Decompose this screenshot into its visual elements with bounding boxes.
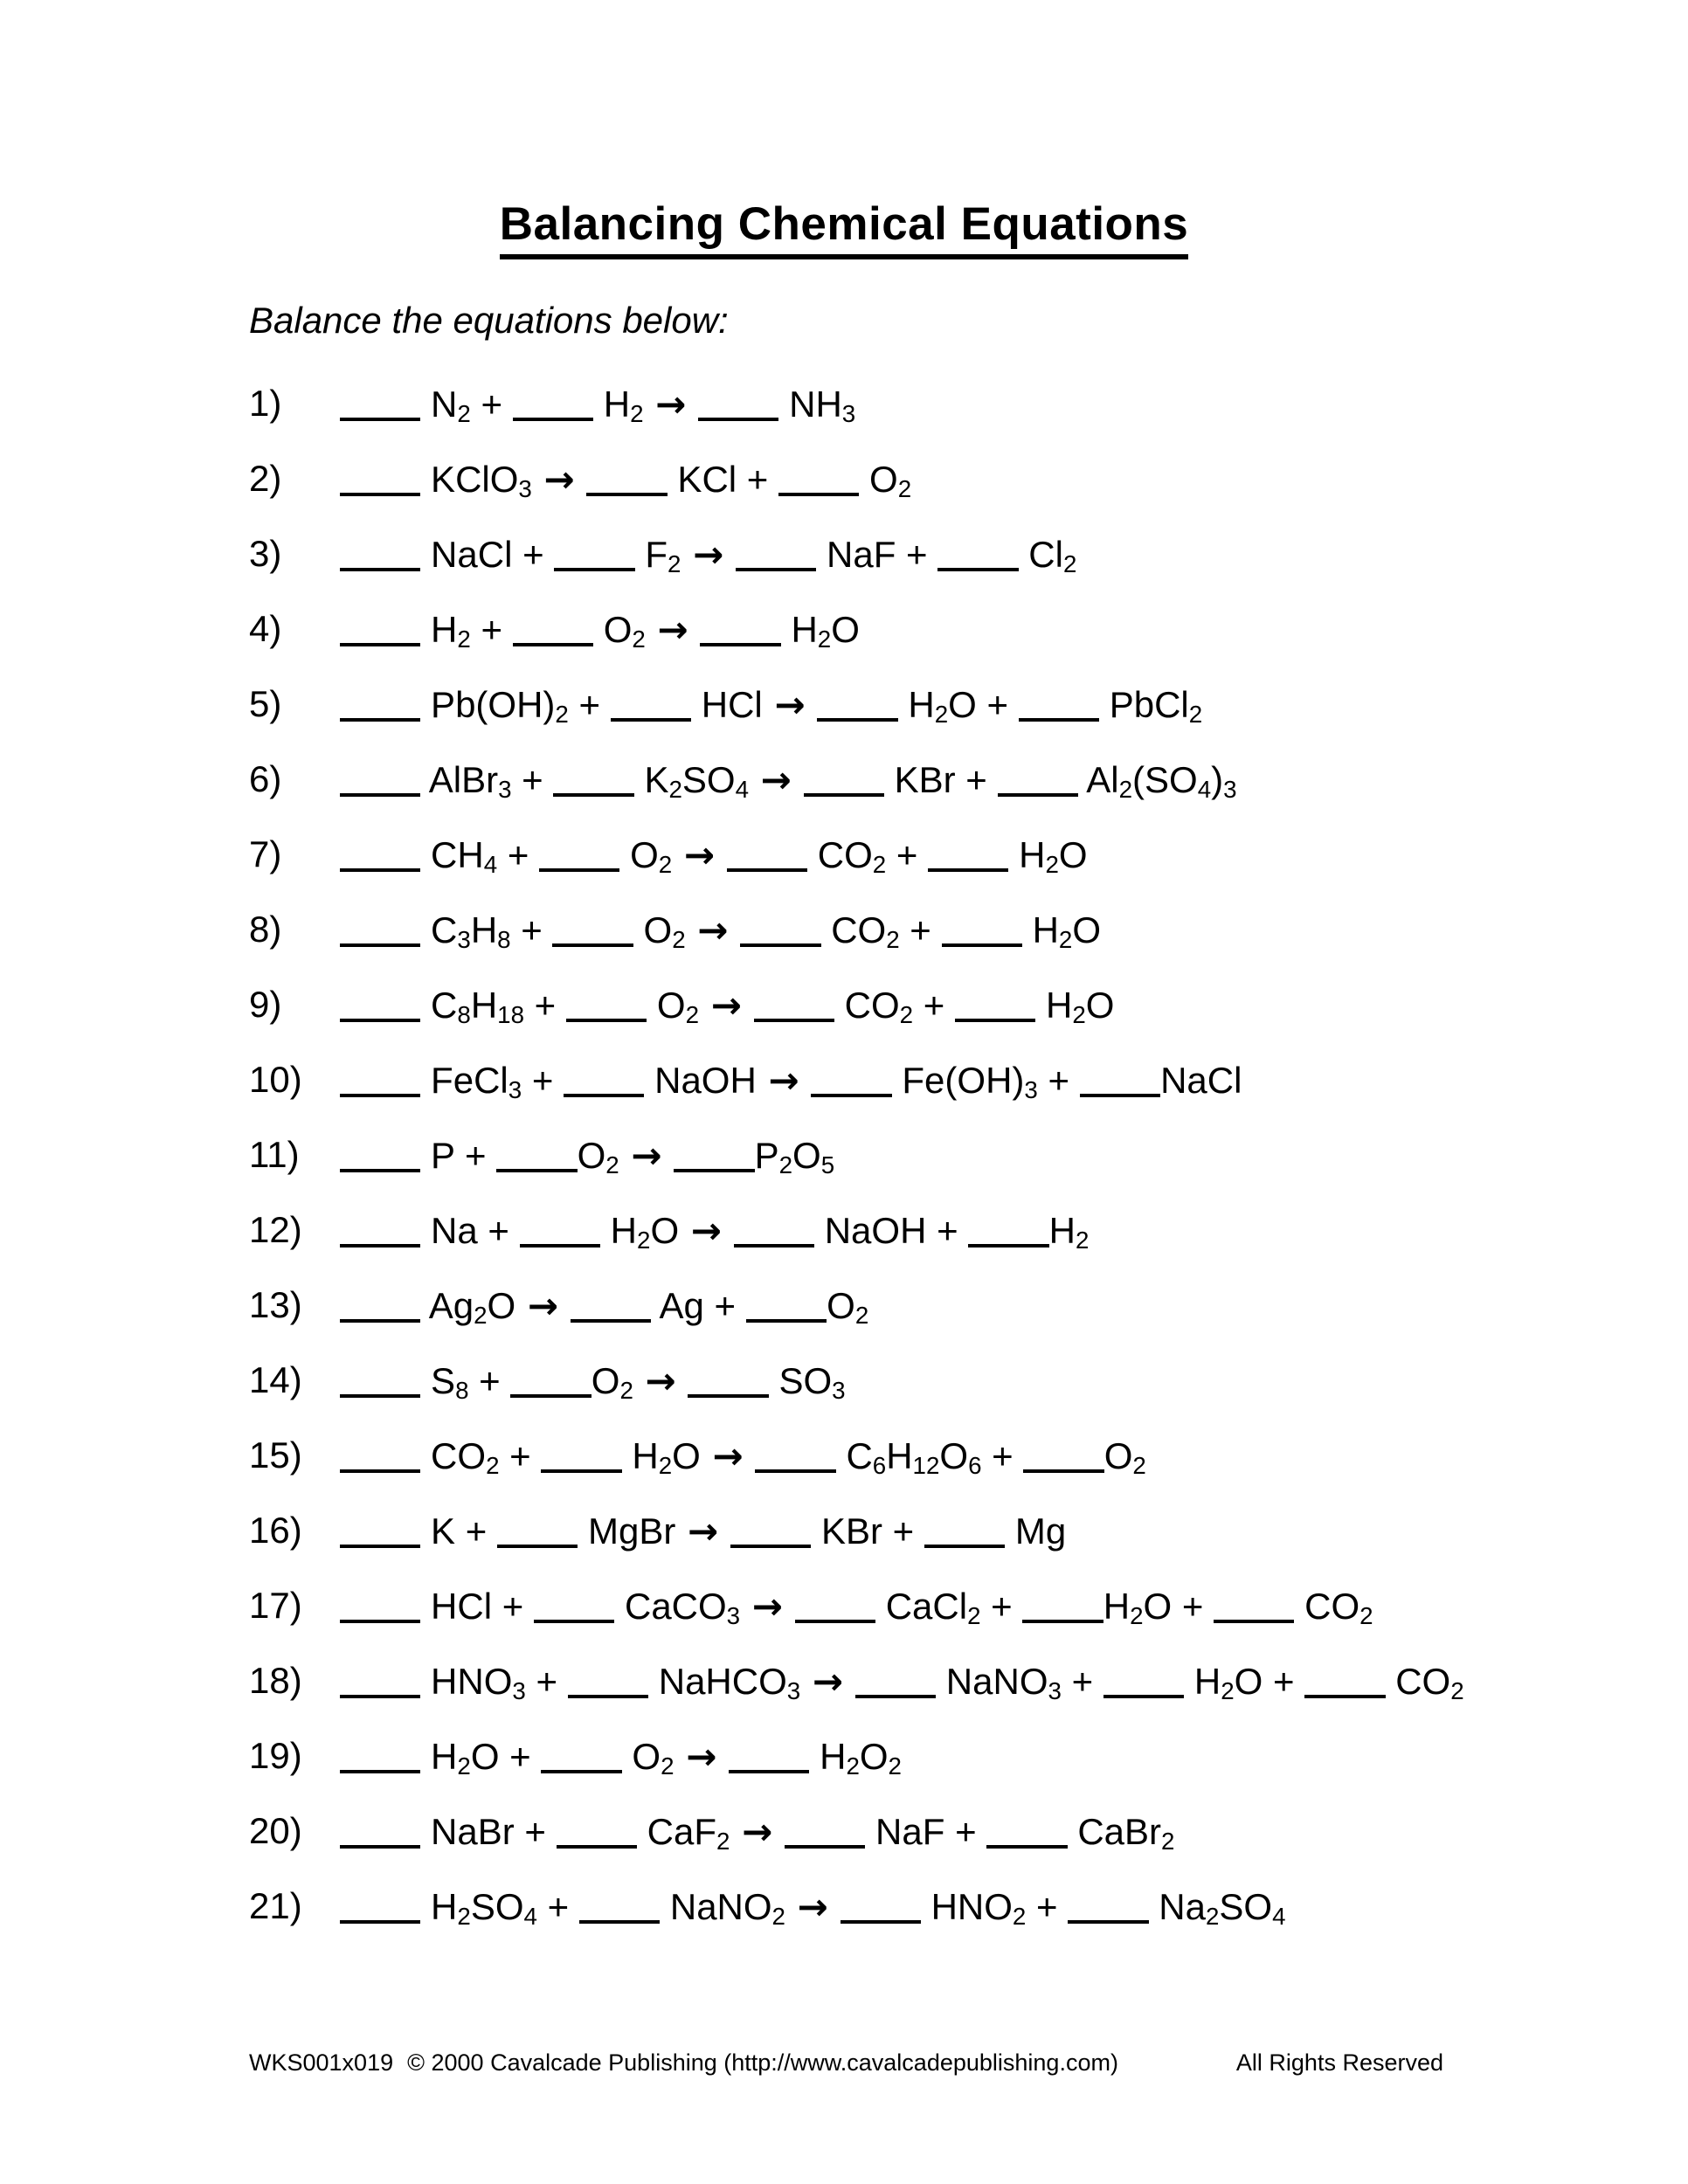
subscript: 5 <box>820 1151 835 1178</box>
subscript: 2 <box>1188 700 1203 728</box>
blank-line <box>534 1619 614 1623</box>
equation-body: C3H8 + O2 → CO2 + H2O <box>340 909 1101 951</box>
blank-line <box>746 1318 827 1323</box>
equation-body: NaBr + CaF2 → NaF + CaBr2 <box>340 1810 1174 1853</box>
equation-body: Na + H2O → NaOH + H2 <box>340 1209 1089 1252</box>
blank-line <box>937 567 1018 571</box>
equation-number: 8) <box>249 909 282 950</box>
subscript: 2 <box>1118 775 1133 803</box>
arrow-icon: → <box>543 457 575 501</box>
subscript: 2 <box>886 925 900 953</box>
subscript: 2 <box>771 1902 785 1930</box>
subscript: 2 <box>716 1827 730 1855</box>
subscript: 2 <box>661 1752 675 1780</box>
arrow-icon: → <box>774 682 806 726</box>
blank-line <box>510 1393 591 1398</box>
blank-line <box>340 1243 420 1248</box>
blank-line <box>841 1919 921 1924</box>
subscript: 4 <box>735 775 749 803</box>
equation-number: 14) <box>249 1359 302 1400</box>
subscript: 2 <box>486 1451 500 1479</box>
subscript: 2 <box>1161 1827 1175 1855</box>
equation-row <box>249 1117 1688 1192</box>
subscript: 2 <box>619 1376 633 1404</box>
blank-line <box>541 1469 621 1473</box>
blank-line <box>497 1544 578 1548</box>
blank-line <box>513 417 593 421</box>
blank-line <box>340 1018 420 1022</box>
blank-line <box>968 1243 1048 1248</box>
subscript: 2 <box>1062 549 1077 577</box>
blank-line <box>736 567 816 571</box>
equation-row <box>249 1568 1688 1643</box>
equation-row <box>249 817 1688 892</box>
equation-number: 18) <box>249 1660 302 1701</box>
subscript: 2 <box>1359 1601 1373 1629</box>
equation-body: CO2 + H2O → C6H12O6 + O2 <box>340 1434 1146 1477</box>
blank-line <box>778 492 859 496</box>
subscript: 4 <box>1197 775 1212 803</box>
equation-list <box>249 366 1688 1944</box>
blank-line <box>553 792 633 797</box>
blank-line <box>520 1243 600 1248</box>
equation-body: K + MgBr → KBr + Mg <box>340 1510 1066 1552</box>
subscript: 2 <box>872 850 887 878</box>
equation-row <box>249 1643 1688 1718</box>
blank-line <box>566 1018 647 1022</box>
equation-number: 10) <box>249 1059 302 1100</box>
equation-body: H2O + O2 → H2O2 <box>340 1735 902 1778</box>
blank-line <box>340 1168 420 1172</box>
blank-line <box>340 792 420 797</box>
subscript: 6 <box>872 1451 887 1479</box>
equation-row <box>249 1192 1688 1268</box>
equation-number: 13) <box>249 1284 302 1325</box>
blank-line <box>340 717 420 722</box>
subscript: 2 <box>1072 1000 1086 1028</box>
equation-body: HCl + CaCO3 → CaCl2 + H2O + CO2 <box>340 1585 1373 1628</box>
equation-number: 7) <box>249 833 282 874</box>
blank-line <box>740 943 820 947</box>
subscript: 18 <box>497 1000 524 1028</box>
subscript: 2 <box>897 474 912 502</box>
blank-line <box>571 1318 651 1323</box>
subscript: 2 <box>630 399 644 427</box>
blank-line <box>688 1393 768 1398</box>
blank-line <box>942 943 1022 947</box>
subscript: 2 <box>1205 1902 1220 1930</box>
arrow-icon: → <box>690 1208 722 1252</box>
subscript: 2 <box>854 1301 869 1329</box>
blank-line <box>554 567 634 571</box>
subscript: 2 <box>457 1752 471 1780</box>
subscript: 3 <box>498 775 512 803</box>
rights-text: All Rights Reserved <box>1235 2049 1443 2076</box>
subscript: 2 <box>637 1226 651 1254</box>
equation-body: P + O2 → P2O5 <box>340 1134 834 1177</box>
arrow-icon: → <box>688 1509 719 1552</box>
equation-number: 15) <box>249 1434 302 1476</box>
subscript: 3 <box>841 399 856 427</box>
subscript: 2 <box>457 625 471 653</box>
blank-line <box>579 1919 660 1924</box>
equation-body: NaCl + F2 → NaF + Cl2 <box>340 533 1076 576</box>
worksheet-id: WKS001x019 <box>249 2049 394 2076</box>
blank-line <box>568 1694 648 1698</box>
blank-line <box>340 1919 420 1924</box>
equation-row <box>249 366 1688 441</box>
subscript: 2 <box>457 1902 471 1930</box>
equation-number: 20) <box>249 1810 302 1851</box>
subscript: 3 <box>518 474 532 502</box>
blank-line <box>1214 1619 1294 1623</box>
equation-number: 4) <box>249 608 282 649</box>
instructions-text: Balance the equations below: <box>249 300 729 341</box>
equation-row <box>249 1718 1688 1794</box>
equation-body: KClO3 → KCl + O2 <box>340 458 911 501</box>
blank-line <box>340 1769 420 1773</box>
equation-number: 11) <box>249 1134 300 1175</box>
blank-line <box>340 1694 420 1698</box>
blank-line <box>785 1844 865 1849</box>
equation-body: C8H18 + O2 → CO2 + H2O <box>340 984 1114 1026</box>
blank-line <box>811 1093 891 1097</box>
arrow-icon: → <box>527 1283 559 1327</box>
equation-body: N2 + H2 → NH3 <box>340 383 855 425</box>
blank-line <box>340 1318 420 1323</box>
subscript: 2 <box>685 1000 700 1028</box>
subscript: 8 <box>455 1376 469 1404</box>
blank-line <box>698 417 778 421</box>
subscript: 3 <box>512 1676 526 1704</box>
equation-body: HNO3 + NaHCO3 → NaNO3 + H2O + CO2 <box>340 1660 1464 1703</box>
blank-line <box>340 1469 420 1473</box>
blank-line <box>557 1844 637 1849</box>
arrow-icon: → <box>751 1584 783 1628</box>
subscript: 3 <box>726 1601 741 1629</box>
copyright-text: © 2000 Cavalcade Publishing (http://www.cavalcadepublishing.com) <box>407 2049 1118 2076</box>
blank-line <box>1080 1093 1160 1097</box>
subscript: 2 <box>778 1151 793 1178</box>
blank-line <box>986 1844 1067 1849</box>
subscript: 2 <box>1450 1676 1464 1704</box>
arrow-icon: → <box>645 1358 676 1402</box>
subscript: 2 <box>1012 1902 1027 1930</box>
equation-number: 16) <box>249 1510 302 1551</box>
equation-number: 3) <box>249 533 282 574</box>
blank-line <box>513 642 593 646</box>
subscript: 2 <box>1132 1451 1146 1479</box>
equation-body: Ag2O → Ag + O2 <box>340 1284 868 1327</box>
page-title <box>0 0 1688 251</box>
blank-line <box>564 1093 644 1097</box>
blank-line <box>611 717 691 722</box>
arrow-icon: → <box>693 532 724 576</box>
subscript: 2 <box>457 399 471 427</box>
equation-body: S8 + O2 → SO3 <box>340 1359 846 1402</box>
blank-line <box>734 1243 814 1248</box>
equation-row <box>249 892 1688 967</box>
subscript: 2 <box>632 625 646 653</box>
blank-line <box>340 1619 420 1623</box>
subscript: 3 <box>832 1376 846 1404</box>
equation-row <box>249 1042 1688 1117</box>
equation-number: 5) <box>249 683 282 724</box>
equation-number: 6) <box>249 758 282 799</box>
blank-line <box>340 943 420 947</box>
blank-line <box>1068 1919 1148 1924</box>
subscript: 4 <box>523 1902 537 1930</box>
blank-line <box>340 567 420 571</box>
page-title-text: Balancing Chemical Equations <box>500 198 1189 259</box>
blank-line <box>340 642 420 646</box>
equation-body: AlBr3 + K2SO4 → KBr + Al2(SO4)3 <box>340 758 1237 801</box>
blank-line <box>1103 1694 1184 1698</box>
blank-line <box>539 867 619 872</box>
footer <box>249 2049 1443 2077</box>
arrow-icon: → <box>760 757 792 801</box>
subscript: 4 <box>483 850 498 878</box>
blank-line <box>552 943 633 947</box>
equation-body: FeCl3 + NaOH → Fe(OH)3 + NaCl <box>340 1059 1242 1102</box>
blank-line <box>674 1168 754 1172</box>
blank-line <box>700 642 780 646</box>
subscript: 2 <box>899 1000 914 1028</box>
subscript: 2 <box>1076 1226 1090 1254</box>
equation-body: H2 + O2 → H2O <box>340 608 860 651</box>
blank-line <box>855 1694 936 1698</box>
arrow-icon: → <box>742 1809 773 1853</box>
subscript: 2 <box>817 625 832 653</box>
blank-line <box>1023 1469 1103 1473</box>
equation-row <box>249 742 1688 817</box>
blank-line <box>340 1544 420 1548</box>
equation-row <box>249 1794 1688 1869</box>
subscript: 2 <box>888 1752 902 1780</box>
subscript: 2 <box>668 775 682 803</box>
equation-number: 1) <box>249 383 282 424</box>
arrow-icon: → <box>631 1133 662 1177</box>
subscript: 2 <box>658 1451 673 1479</box>
subscript: 3 <box>508 1075 522 1103</box>
blank-line <box>1019 717 1099 722</box>
equation-number: 2) <box>249 458 282 499</box>
blank-line <box>340 867 420 872</box>
subscript: 3 <box>1024 1075 1038 1103</box>
equation-row <box>249 967 1688 1042</box>
blank-line <box>755 1469 835 1473</box>
arrow-icon: → <box>712 1434 744 1477</box>
subscript: 2 <box>846 1752 860 1780</box>
subscript: 2 <box>1221 1676 1235 1704</box>
subscript: 3 <box>786 1676 801 1704</box>
subscript: 2 <box>658 850 673 878</box>
blank-line <box>340 417 420 421</box>
equation-row <box>249 591 1688 667</box>
equation-row <box>249 1343 1688 1418</box>
subscript: 2 <box>967 1601 981 1629</box>
blank-line <box>928 867 1008 872</box>
blank-line <box>586 492 667 496</box>
arrow-icon: → <box>697 908 729 951</box>
blank-line <box>795 1619 875 1623</box>
equation-number: 12) <box>249 1209 302 1250</box>
arrow-icon: → <box>812 1659 844 1703</box>
subscript: 4 <box>1272 1902 1286 1930</box>
blank-line <box>340 1093 420 1097</box>
subscript: 2 <box>934 700 949 728</box>
subscript: 12 <box>912 1451 940 1479</box>
subscript: 2 <box>555 700 569 728</box>
equation-row <box>249 667 1688 742</box>
subscript: 2 <box>605 1151 619 1178</box>
blank-line <box>340 1844 420 1849</box>
equation-row <box>249 1268 1688 1343</box>
equation-row <box>249 441 1688 516</box>
subscript: 2 <box>668 549 681 577</box>
equation-body: CH4 + O2 → CO2 + H2O <box>340 833 1088 876</box>
blank-line <box>998 792 1078 797</box>
arrow-icon: → <box>655 382 687 425</box>
subscript: 2 <box>474 1301 488 1329</box>
equation-number: 17) <box>249 1585 302 1626</box>
subscript: 2 <box>672 925 686 953</box>
equation-row <box>249 1493 1688 1568</box>
equation-number: 21) <box>249 1885 302 1926</box>
equation-row <box>249 1418 1688 1493</box>
subscript: 3 <box>457 925 471 953</box>
blank-line <box>729 1769 809 1773</box>
subscript: 3 <box>1223 775 1237 803</box>
subscript: 2 <box>1130 1601 1144 1629</box>
blank-line <box>804 792 884 797</box>
subscript: 3 <box>1048 1676 1062 1704</box>
subscript: 2 <box>1045 850 1059 878</box>
subscript: 2 <box>1058 925 1073 953</box>
blank-line <box>1022 1619 1103 1623</box>
blank-line <box>727 867 807 872</box>
equation-row <box>249 516 1688 591</box>
arrow-icon: → <box>657 607 688 651</box>
arrow-icon: → <box>683 833 716 876</box>
equation-body: H2SO4 + NaNO2 → HNO2 + Na2SO4 <box>340 1885 1285 1928</box>
blank-line <box>924 1544 1005 1548</box>
subscript: 8 <box>497 925 511 953</box>
arrow-icon: → <box>768 1058 799 1102</box>
subscript: 6 <box>968 1451 982 1479</box>
blank-line <box>754 1018 834 1022</box>
blank-line <box>1304 1694 1385 1698</box>
equation-number: 19) <box>249 1735 302 1776</box>
blank-line <box>496 1168 577 1172</box>
blank-line <box>340 1393 420 1398</box>
subscript: 8 <box>457 1000 471 1028</box>
blank-line <box>541 1769 621 1773</box>
blank-line <box>340 492 420 496</box>
arrow-icon: → <box>797 1884 828 1928</box>
equation-body: Pb(OH)2 + HCl → H2O + PbCl2 <box>340 683 1202 726</box>
arrow-icon: → <box>710 983 742 1026</box>
equation-row <box>249 1869 1688 1944</box>
arrow-icon: → <box>686 1734 717 1778</box>
footer-left <box>249 2049 1118 2077</box>
blank-line <box>817 717 897 722</box>
blank-line <box>955 1018 1035 1022</box>
equation-number: 9) <box>249 984 282 1025</box>
blank-line <box>730 1544 811 1548</box>
